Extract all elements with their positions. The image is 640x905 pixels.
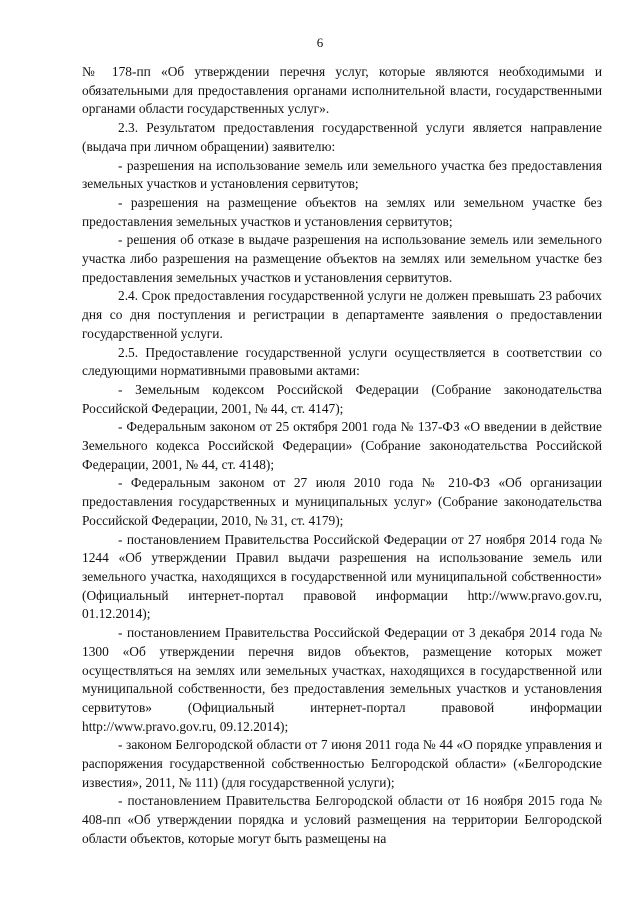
paragraph-section-2-5: 2.5. Предоставление государственной услуги осуществляется в соответствии со следующими нормативными правовыми актами: [82, 344, 602, 379]
page-number: 6 [316, 35, 324, 50]
list-item: - решения об отказе в выдаче разрешения на использование земель или земельного участка либо разрешения на размещение объектов на землях или земельном участке без предоставления земельных участков и установления сервитутов. [82, 232, 602, 285]
list-item: - постановлением Правительства Белгородской области от 16 ноября 2015 года № 408-пп «Об утверждении порядка и условий размещения на территории Белгородской области объектов, которые могут быть размещены на [82, 793, 602, 846]
list-item: - Земельным кодексом Российской Федерации (Собрание законодательства Российской Федерации, 2001, № 44, ст. 4147); [82, 381, 602, 416]
list-item: - Федеральным законом от 27 июля 2010 года № 210-ФЗ «Об организации предоставления государственных и муниципальных услуг» (Собрание законодательства Российской Федерации, 2010, № 31, ст. 4179); [82, 475, 602, 528]
list-item: - разрешения на использование земель или земельного участка без предоставления земельных участков и установления сервитутов; [82, 157, 602, 192]
list-item: - постановлением Правительства Российской Федерации от 27 ноября 2014 года № 1244 «Об утверждении Правил выдачи разрешения на использование земель или земельного участка, находящихся в государственной или муниципальной собственности» (Официальный интернет-портал правовой информации http://www.pravo.gov.ru, 01.12.2014); [82, 531, 602, 622]
paragraph-continuation: № 178-пп «Об утверждении перечня услуг, которые являются необходимыми и обязательными для предоставления органами исполнительной власти, государственными органами области государственных услуг». [82, 64, 602, 117]
list-item: - разрешения на размещение объектов на землях или земельном участке без предоставления земельных участков и установления сервитутов; [82, 194, 602, 229]
list-item: - постановлением Правительства Российской Федерации от 3 декабря 2014 года № 1300 «Об утверждении перечня видов объектов, размещение которых может осуществляться на землях или земельных участках, находящихся в государственной или муниципальной собственности, без предоставления земельных участков и установления сервитутов» (Официальный интернет-портал правовой информации http://www.pravo.gov.ru, 09.12.2014); [82, 625, 602, 734]
document-body [82, 63, 602, 849]
list-item: - Федеральным законом от 25 октября 2001 года № 137-ФЗ «О введении в действие Земельного кодекса Российской Федерации» (Собрание законодательства Российской Федерации, 2001, № 44, ст. 4148); [82, 419, 602, 472]
paragraph-section-2-4: 2.4. Срок предоставления государственной услуги не должен превышать 23 рабочих дня со дня поступления и регистрации в департаменте заявления о предоставлении государственной услуги. [82, 288, 602, 341]
paragraph-section-2-3: 2.3. Результатом предоставления государственной услуги является направление (выдача при личном обращении) заявителю: [82, 120, 602, 154]
list-item: - законом Белгородской области от 7 июня 2011 года № 44 «О порядке управления и распоряжения государственной собственностью Белгородской области» («Белгородские известия», 2011, № 111) (для государственной услуги); [82, 737, 602, 790]
